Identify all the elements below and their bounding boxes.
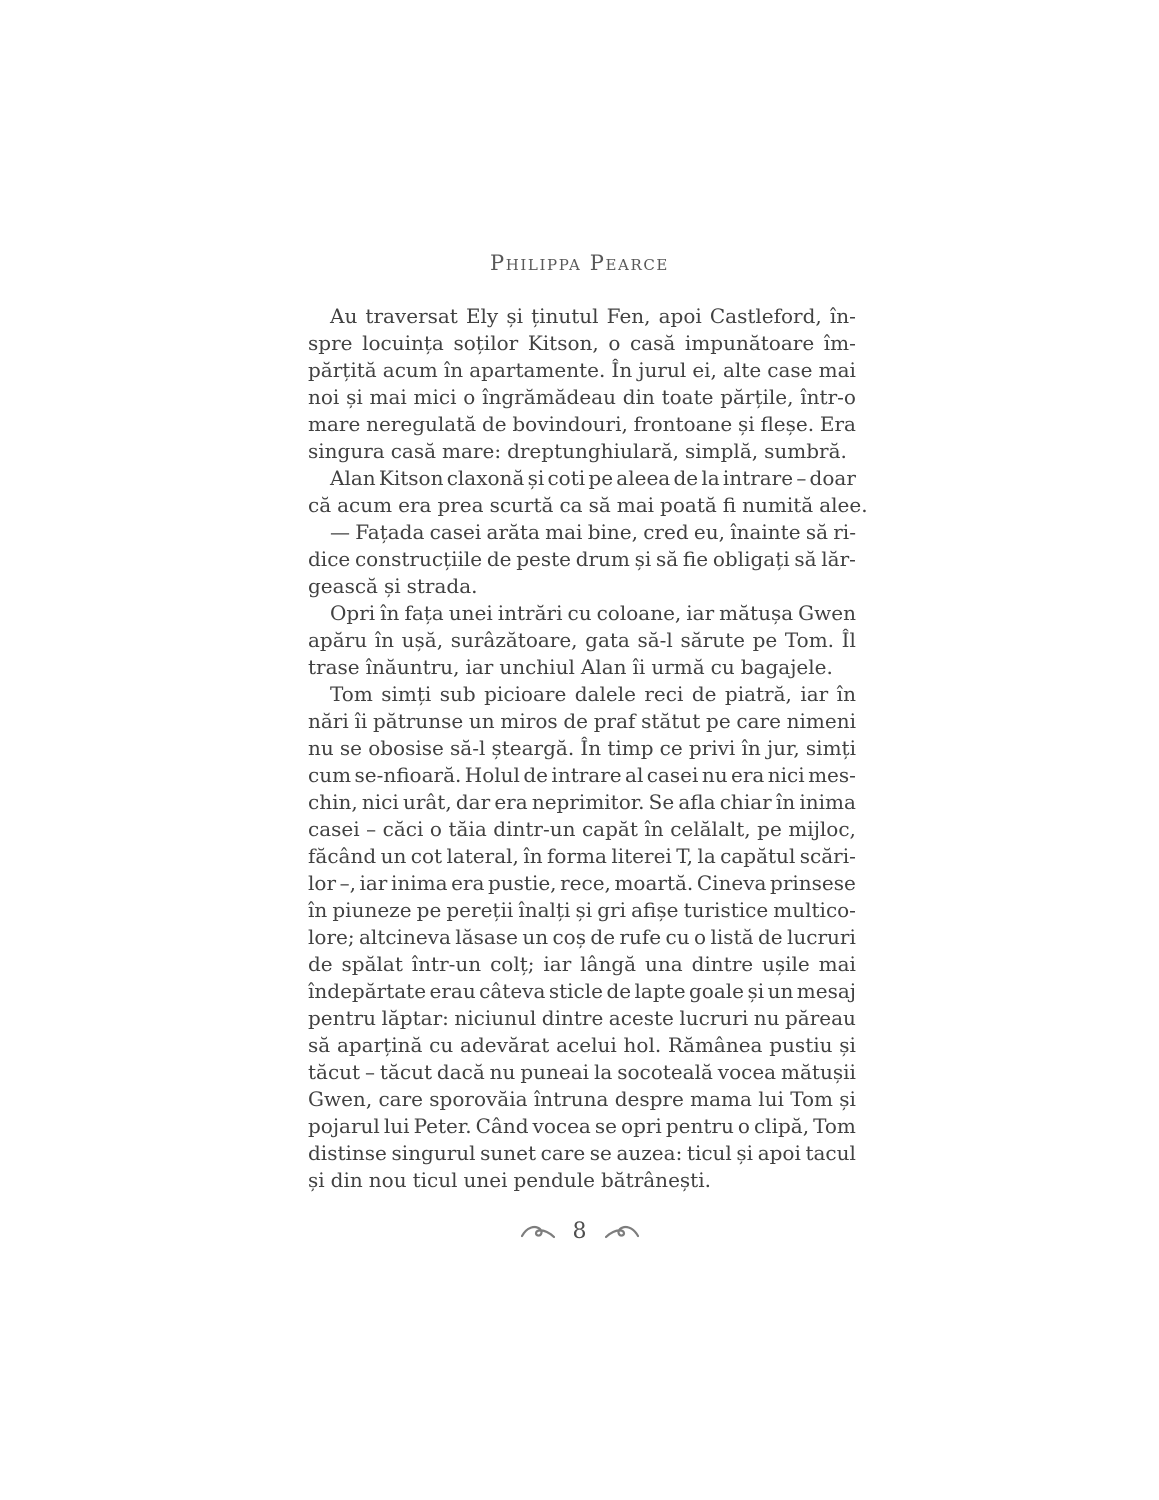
paragraph xyxy=(308,465,868,519)
page-number: 8 xyxy=(572,1219,587,1244)
text-line: gească și strada. xyxy=(308,574,478,598)
text-line: Opri în fața unei intrări cu coloane, iar mătușa Gwen xyxy=(330,601,856,625)
fleuron-right-icon xyxy=(605,1224,639,1240)
paragraph xyxy=(308,600,856,681)
text-line: Alan Kitson claxonă și coti pe aleea de la intrare – doar xyxy=(330,466,856,490)
text-line: să aparțină cu adevărat acelui hol. Rămânea pustiu și xyxy=(308,1033,856,1057)
text-line: casei – căci o tăia dintr-un capăt în celălalt, pe mijloc, xyxy=(308,817,856,841)
text-line: lor –, iar inima era pustie, rece, moartă. Cineva prinsese xyxy=(308,871,856,895)
text-line: în piuneze pe pereții înalți și gri afișe turistice multico- xyxy=(308,898,856,922)
text-line: noi și mai mici o îngrămădeau din toate părțile, într-o xyxy=(308,385,856,409)
text-line: spre locuința soților Kitson, o casă impunătoare îm- xyxy=(308,331,856,355)
text-line: îndepărtate erau câteva sticle de lapte goale și un mesaj xyxy=(308,979,856,1003)
body-text xyxy=(308,303,868,1194)
text-line: singura casă mare: dreptunghiulară, simplă, sumbră. xyxy=(308,439,847,463)
running-header: Philippa Pearce xyxy=(490,251,669,275)
text-line: distinse singurul sunet care se auzea: ticul și apoi tacul xyxy=(308,1141,856,1165)
text-line: chin, nici urât, dar era neprimitor. Se afla chiar în inima xyxy=(308,790,856,814)
text-line: nări îi pătrunse un miros de praf stătut pe care nimeni xyxy=(308,709,856,733)
text-line: făcând un cot lateral, în forma literei T, la capătul scări- xyxy=(308,844,856,868)
text-line: cum se-nfioară. Holul de intrare al casei nu era nici mes- xyxy=(308,763,856,787)
page-footer xyxy=(0,1219,1159,1244)
text-line: dice construcțiile de peste drum și să fie obligați să lăr- xyxy=(308,547,856,571)
text-line: — Fațada casei arăta mai bine, cred eu, înainte să ri- xyxy=(330,520,856,544)
paragraph xyxy=(308,681,856,1194)
text-line: trase înăuntru, iar unchiul Alan îi urmă cu bagajele. xyxy=(308,655,833,679)
text-line: părțită acum în apartamente. În jurul ei, alte case mai xyxy=(308,358,856,382)
text-line: pojarul lui Peter. Când vocea se opri pentru o clipă, Tom xyxy=(308,1114,856,1138)
paragraph xyxy=(308,519,856,600)
text-line: de spălat într-un colț; iar lângă una dintre ușile mai xyxy=(308,952,856,976)
text-line: lore; altcineva lăsase un coș de rufe cu o listă de lucruri xyxy=(308,925,856,949)
text-line: tăcut – tăcut dacă nu puneai la socoteală vocea mătușii xyxy=(308,1060,856,1084)
text-line: pentru lăptar: niciunul dintre aceste lucruri nu păreau xyxy=(308,1006,856,1030)
paragraph xyxy=(308,303,856,465)
text-line: că acum era prea scurtă ca să mai poată fi numită alee. xyxy=(308,493,868,517)
text-line: nu se obosise să-l șteargă. În timp ce privi în jur, simți xyxy=(308,736,856,760)
text-line: apăru în ușă, surâzătoare, gata să-l sărute pe Tom. Îl xyxy=(308,628,856,652)
text-line: mare neregulată de bovindouri, frontoane și fleșe. Era xyxy=(308,412,856,436)
text-line: Au traversat Ely și ținutul Fen, apoi Castleford, în- xyxy=(330,304,856,328)
text-line: Tom simți sub picioare dalele reci de piatră, iar în xyxy=(330,682,856,706)
text-line: Gwen, care sporovăia întruna despre mama lui Tom și xyxy=(308,1087,856,1111)
text-line: și din nou ticul unei pendule bătrânești. xyxy=(308,1168,711,1192)
fleuron-left-icon xyxy=(521,1224,555,1240)
